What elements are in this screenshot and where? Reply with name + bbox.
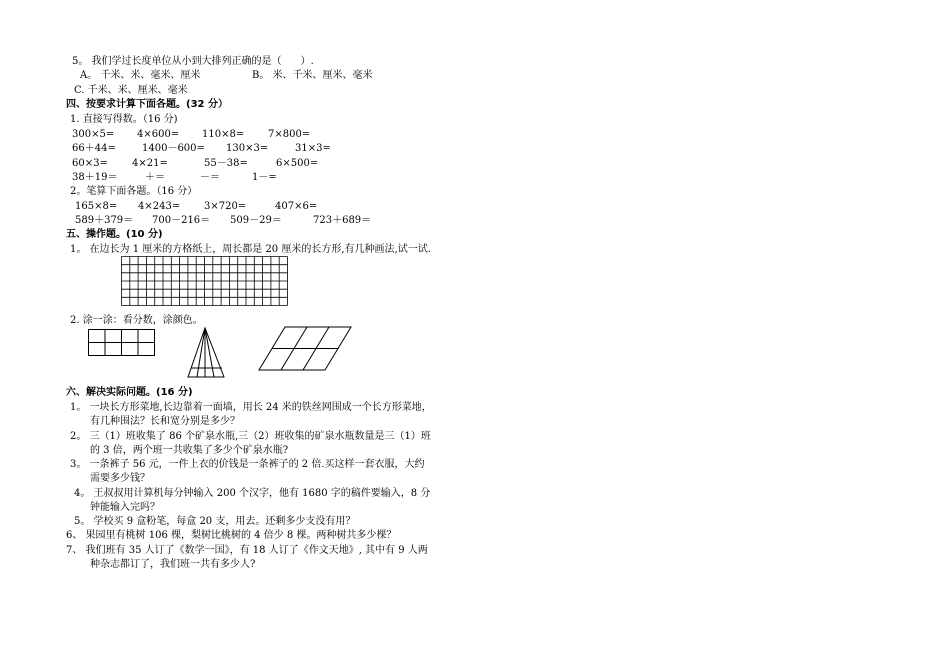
calc-item: 7×800=	[268, 129, 311, 140]
calc-item: 407×6=	[275, 201, 318, 212]
section-4-part-2-label: 2。笔算下面各题。（16 分）	[70, 186, 198, 197]
calc-item: 509－29＝	[230, 215, 282, 226]
section-6-q7-line2: 种杂志都订了，我们班一共有多少人?	[90, 559, 256, 570]
q5-option-c: C. 千米、米、厘米、毫米	[74, 85, 188, 96]
calc-item: 4×21=	[132, 158, 168, 169]
calc-item: 1－=	[252, 172, 277, 183]
section-6-q2-line2: 的 3 倍，两个班一共收集了多少个矿泉水瓶?	[90, 445, 289, 456]
calc-item: 3×720=	[204, 201, 247, 212]
calc-item: 589＋379＝	[75, 215, 134, 226]
fraction-parallelogram-figure	[258, 326, 354, 372]
section-6-q3-line2: 需要多少钱？	[90, 473, 150, 484]
calc-item: 60×3=	[72, 158, 108, 169]
section-6-q2-line1: 2。 三（1）班收集了 86 个矿泉水瓶,三（2）班收集的矿泉水瓶数量是三（1）班	[70, 431, 431, 442]
calc-item: 165×8=	[75, 201, 118, 212]
calc-item: 723＋689＝	[313, 215, 372, 226]
section-6-q7-line1: 7、 我们班有 35 人订了《数学一国》，有 18 人订了《作文天地》, 其中有 9 人两	[66, 545, 428, 556]
section-4-part-1-label: 1. 直接写得数。（16 分)	[70, 114, 178, 125]
calc-item: 55－38=	[204, 158, 248, 169]
q5-stem: 5。 我们学过长度单位从小到大排列正确的是（ ）.	[72, 56, 314, 67]
section-4-title: 四、按要求计算下面各题。(32 分）	[66, 99, 228, 110]
calc-item: 6×500=	[276, 158, 319, 169]
section-5-q1: 1。 在边长为 1 厘米的方格纸上，周长都是 20 厘米的长方形,有几种画法,试一试.	[70, 244, 431, 255]
calc-item: 110×8=	[202, 129, 245, 140]
calc-item: 130×3=	[226, 143, 269, 154]
calc-item: 31×3=	[295, 143, 331, 154]
section-6-q3-line1: 3。 一条裤子 56 元，一件上衣的价钱是一条裤子的 2 倍.买这样一套衣服，大约	[70, 459, 425, 470]
calc-item: ＋＝	[145, 172, 165, 183]
section-6-q4-line1: 4。 王叔叔用计算机每分钟输入 200 个汉字，他有 1680 字的稿件要输入，8 分	[74, 488, 431, 499]
calc-item: 1400－600=	[142, 143, 205, 154]
fraction-rectangle-figure	[88, 329, 155, 356]
q5-option-b: B。 米、千米、厘米、毫米	[252, 70, 373, 81]
calc-item: 300×5=	[72, 129, 115, 140]
section-6-title: 六、解决实际问题。(16 分)	[66, 387, 193, 398]
calc-item: 38＋19＝	[72, 172, 118, 183]
section-5-title: 五、操作题。(10 分)	[66, 229, 163, 240]
square-grid-paper	[121, 256, 288, 306]
section-5-q2: 2. 涂一涂：看分数，涂颜色。	[70, 315, 203, 326]
q5-option-a: A。 千米、米、毫米、厘米	[80, 70, 201, 81]
section-6-q1-line1: 1。 一块长方形菜地,长边靠着一面墙，用长 24 米的铁丝网围成一个长方形菜地，	[70, 402, 432, 413]
fraction-triangle-figure	[186, 327, 226, 379]
calc-item: 66＋44=	[72, 143, 116, 154]
calc-item: 4×243=	[138, 201, 181, 212]
calc-item: 700－216＝	[152, 215, 211, 226]
section-6-q5: 5。 学校买 9 盒粉笔，每盒 20 支，用去。还剩多少支没有用？	[74, 516, 356, 527]
calc-item: －＝	[200, 172, 220, 183]
calc-item: 4×600=	[137, 129, 180, 140]
section-6-q6: 6、 果园里有桃树 106 棵，梨树比桃树的 4 倍少 8 棵。两种树共多少棵？	[66, 530, 397, 541]
section-6-q4-line2: 钟能输入完吗？	[90, 502, 160, 513]
section-6-q1-line2: 有几种围法？长和宽分别是多少？	[90, 416, 240, 427]
